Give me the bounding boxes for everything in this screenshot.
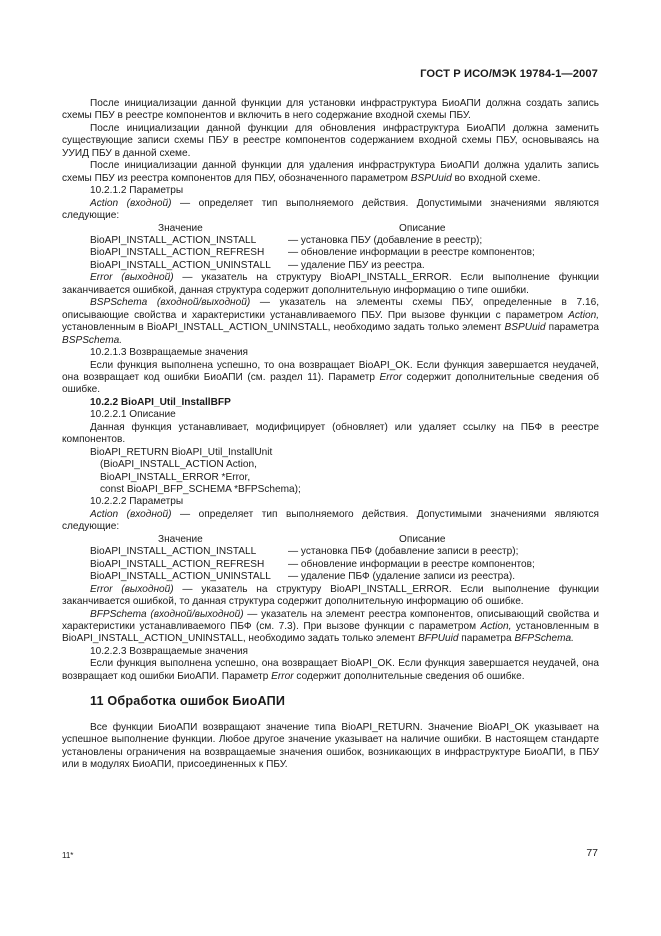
code-line: BioAPI_RETURN BioAPI_Util_InstallUnit: [90, 446, 273, 458]
section-heading: 10.2.2 BioAPI_Util_InstallBFP: [90, 396, 231, 408]
column-description-header: Описание: [399, 533, 446, 545]
column-value-header: Значение: [158, 222, 203, 234]
values-table-header: [62, 223, 599, 235]
document-header: ГОСТ Р ИСО/МЭК 19784-1—2007: [420, 68, 598, 80]
paragraph: Action (входной) — определяет тип выполняемого действия. Допустимыми значениями являются следующие:: [62, 197, 599, 222]
table-row: BioAPI_INSTALL_ACTION_INSTALL — установка ПБУ (добавление в реестр);: [90, 234, 483, 246]
paragraph: После инициализации данной функции для обновления инфраструктура БиоАПИ должна заменить существующие записи схемы ПБУ в реестре компонентов содержанием входной схемы ПБУ, основываясь на УУИД ПБУ в данной схеме.: [62, 122, 599, 159]
subsection-heading: 10.2.2.2 Параметры: [90, 496, 184, 508]
table-row: BioAPI_INSTALL_ACTION_UNINSTALL — удаление ПБФ (удаление записи из реестра).: [90, 571, 516, 583]
subsection-heading: 10.2.1.3 Возвращаемые значения: [90, 347, 249, 359]
page-number: 77: [586, 847, 598, 859]
paragraph: Error (выходной) — указатель на структуру BioAPI_INSTALL_ERROR. Если выполнение функции заканчивается ошибкой, то данная структура содержит дополнительную информацию об ошибке.: [62, 583, 599, 608]
subsection-heading: 10.2.1.2 Параметры: [90, 185, 184, 197]
table-row: BioAPI_INSTALL_ACTION_REFRESH — обновление информации в реестре компонентов;: [90, 558, 535, 570]
sheet-mark: 11*: [62, 851, 74, 860]
paragraph: Если функция выполнена успешно, то она возвращает BioAPI_OK. Если функция завершается неудачей, она возвращает код ошибки БиоАПИ (см. раздел 11). Параметр Error содержит дополнительные сведения об ошибке.: [62, 359, 599, 396]
values-table-header: [62, 534, 599, 546]
subsection-heading: 10.2.2.1 Описание: [90, 409, 176, 421]
page-body: [62, 98, 599, 772]
column-description-header: Описание: [399, 222, 446, 234]
paragraph: BFPSchema (входной/выходной) — указатель на элемент реестра компонентов, описывающий свойства и характеристики устанавливаемого ПБФ (см. 7.3). При вызове функции с параметром Action, установленным в BioAPI_INSTALL_ACTION_UNINSTALL, необходимо задать только элемент BFPUuid параметра BFPSchema.: [62, 608, 599, 645]
paragraph: Error (выходной) — указатель на структуру BioAPI_INSTALL_ERROR. Если выполнение функции заканчивается ошибкой, данная структура содержит дополнительную информацию о типе ошибки.: [62, 272, 599, 296]
paragraph: BSPSchema (входной/выходной) — указатель на элементы схемы ПБУ, определенные в 7.16, описывающие свойства и характеристики устанавливаемого ПБУ. При вызове функции с параметром Action, установленным в BioAPI_INSTALL_ACTION_UNINSTALL, необходимо задать только элемент BSPUuid параметра BSPSchema.: [62, 297, 600, 346]
paragraph: Данная функция устанавливает, модифицирует (обновляет) или удаляет ссылку на ПБФ в реестре компонентов.: [62, 421, 599, 446]
table-row: BioAPI_INSTALL_ACTION_INSTALL — установка ПБФ (добавление записи в реестр);: [90, 546, 519, 558]
code-line: BioAPI_INSTALL_ERROR *Error,: [100, 471, 251, 483]
code-line: (BioAPI_INSTALL_ACTION Action,: [100, 459, 257, 471]
paragraph: Action (входной) — определяет тип выполняемого действия. Допустимыми значениями являются следующие:: [62, 508, 599, 533]
subsection-heading: 10.2.2.3 Возвращаемые значения: [90, 645, 249, 657]
paragraph: Все функции БиоАПИ возвращают значение типа BioAPI_RETURN. Значение BioAPI_OK указывает на успешное выполнение функции. Любое другое значение указывает на наличие ошибки. В настоящем стандарте установлены ограничения на возвращаемые значения ошибок, возникающих в инфраструктуре БиоАПИ, в ПБУ или в модулях БиоАПИ, присоединенных к ПБУ.: [62, 721, 599, 771]
column-value-header: Значение: [158, 533, 203, 545]
code-line: const BioAPI_BFP_SCHEMA *BFPSchema);: [100, 484, 301, 496]
paragraph: Если функция выполнена успешно, она возвращает BioAPI_OK. Если функция завершается неудачей, она возвращает код ошибки БиоАПИ. Параметр Error содержит дополнительные сведения об ошибке.: [62, 658, 599, 682]
paragraph: После инициализации данной функции для удаления инфраструктура БиоАПИ должна удалить запись схемы ПБУ из реестра компонентов для ПБУ, обозначенного параметром BSPUuid во входной схеме.: [62, 160, 599, 184]
table-row: BioAPI_INSTALL_ACTION_REFRESH — обновление информации в реестре компонентов;: [90, 247, 535, 259]
section-11-heading: 11 Обработка ошибок БиоАПИ: [90, 694, 286, 709]
paragraph: После инициализации данной функции для установки инфраструктура БиоАПИ должна создать запись схемы ПБУ в реестре компонентов и включить в него содержание входной схемы ПБУ.: [62, 98, 599, 122]
table-row: BioAPI_INSTALL_ACTION_UNINSTALL — удаление ПБУ из реестра.: [90, 259, 425, 271]
